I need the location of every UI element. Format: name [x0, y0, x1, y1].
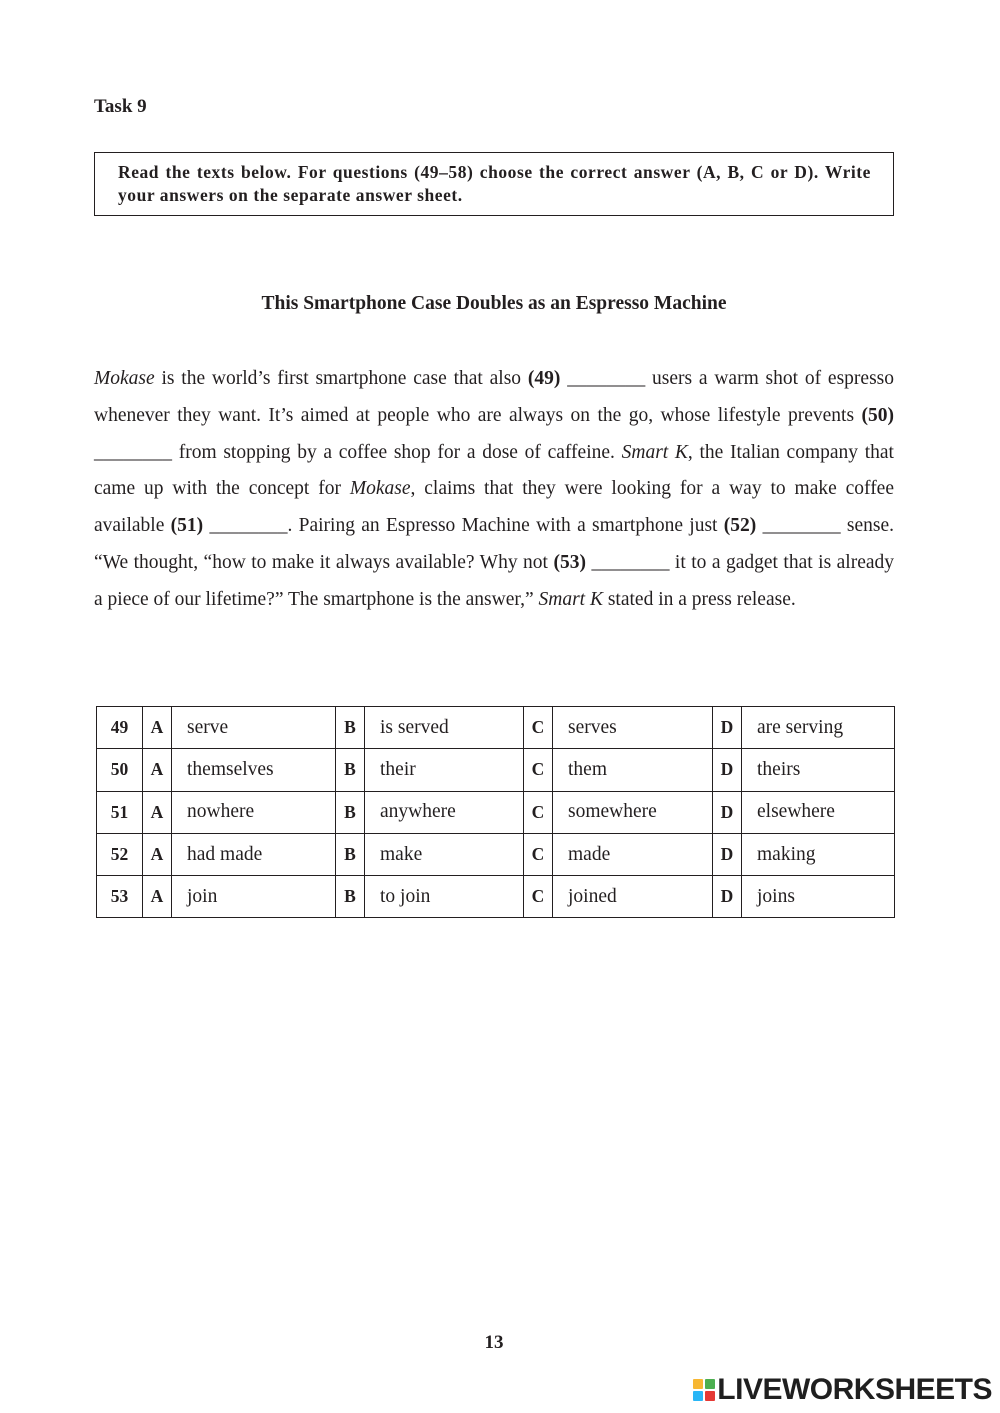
option-letter-b: B: [336, 876, 365, 918]
question-number: 49: [97, 707, 143, 749]
option-b[interactable]: make: [365, 833, 524, 875]
liveworksheets-logo-icon: [693, 1379, 715, 1401]
option-letter-c: C: [524, 876, 553, 918]
passage-segment: users a warm shot of espresso whenever they want. It’s aimed at people who are always on the go, whose lifestyle prevents: [94, 368, 894, 426]
option-c[interactable]: somewhere: [553, 791, 713, 833]
article-title: This Smartphone Case Doubles as an Espresso Machine: [261, 293, 727, 314]
option-letter-a: A: [143, 876, 172, 918]
question-number: 51: [97, 791, 143, 833]
option-d[interactable]: making: [742, 833, 895, 875]
question-row-50: [97, 749, 895, 791]
logo-square: [705, 1379, 715, 1389]
task-title: Task 9: [94, 96, 147, 117]
option-letter-d: D: [713, 707, 742, 749]
brand-text: LIVEWORKSHEETS: [717, 1373, 992, 1406]
passage-segment: it to a gadget that is already a piece of our lifetime?” The smartphone is the answer,”: [94, 551, 895, 610]
option-letter-c: C: [524, 749, 553, 791]
option-letter-a: A: [143, 791, 172, 833]
option-letter-a: A: [143, 707, 172, 749]
page-number: 13: [484, 1332, 504, 1353]
option-letter-d: D: [713, 833, 742, 875]
option-b[interactable]: to join: [365, 876, 524, 918]
option-letter-d: D: [713, 876, 742, 918]
gap-blank-51[interactable]: ________: [209, 515, 288, 537]
gap-blank-53[interactable]: ________: [591, 551, 670, 573]
option-d[interactable]: are serving: [742, 707, 895, 749]
gap-blank-52[interactable]: ________: [762, 515, 841, 537]
product-name: Mokase: [94, 368, 155, 389]
option-b[interactable]: anywhere: [365, 791, 524, 833]
question-row-52: [97, 833, 895, 875]
question-row-49: [97, 707, 895, 749]
question-row-53: [97, 876, 895, 918]
company-name: Smart K: [538, 588, 603, 610]
logo-square: [693, 1391, 703, 1401]
option-letter-b: B: [336, 791, 365, 833]
brand-watermark[interactable]: [693, 1375, 992, 1405]
question-number: 53: [97, 876, 143, 918]
option-letter-b: B: [336, 707, 365, 749]
option-c[interactable]: them: [553, 749, 713, 791]
option-b[interactable]: is served: [365, 707, 524, 749]
logo-square: [693, 1379, 703, 1389]
logo-square: [705, 1391, 715, 1401]
passage-segment: stated in a press release.: [602, 588, 796, 610]
question-number: 52: [97, 833, 143, 875]
passage-segment: sense. “We thought, “how to make it always available? Why not: [94, 515, 894, 573]
article-passage: [94, 361, 894, 619]
question-row-51: [97, 791, 895, 833]
option-letter-a: A: [143, 749, 172, 791]
gap-number-53: (53): [553, 551, 586, 573]
option-letter-b: B: [336, 749, 365, 791]
gap-number-50: (50): [861, 404, 894, 426]
option-b[interactable]: their: [365, 749, 524, 791]
passage-segment: , the Italian company that came up with the concept for: [94, 441, 894, 500]
option-letter-c: C: [524, 791, 553, 833]
option-letter-c: C: [524, 707, 553, 749]
instructions-text: Read the texts below. For questions (49–58) choose the correct answer (A, B, C or D). Write your answers on the separate answer sheet.: [118, 162, 871, 205]
gap-blank-50[interactable]: ________: [94, 441, 172, 463]
product-name: Mokase: [349, 478, 411, 500]
option-a[interactable]: nowhere: [172, 791, 336, 833]
option-c[interactable]: joined: [553, 876, 713, 918]
option-d[interactable]: joins: [742, 876, 895, 918]
question-number: 50: [97, 749, 143, 791]
option-a[interactable]: serve: [172, 707, 336, 749]
instructions-box: [94, 152, 894, 216]
gap-number-52: (52): [723, 515, 757, 537]
option-letter-a: A: [143, 833, 172, 875]
option-letter-b: B: [336, 833, 365, 875]
passage-segment: from stopping by a coffee shop for a dose of caffeine.: [172, 441, 622, 463]
option-d[interactable]: elsewhere: [742, 791, 895, 833]
option-letter-d: D: [713, 749, 742, 791]
option-a[interactable]: had made: [172, 833, 336, 875]
company-name: Smart K: [621, 441, 688, 463]
passage-segment: . Pairing an Espresso Machine with a smartphone just: [287, 515, 724, 537]
option-a[interactable]: themselves: [172, 749, 336, 791]
option-c[interactable]: serves: [553, 707, 713, 749]
passage-segment: is the world’s first smartphone case that also: [154, 368, 528, 389]
gap-number-49: (49): [527, 368, 561, 389]
passage-segment: , claims that they were looking for a way to make coffee available: [94, 478, 894, 537]
option-letter-c: C: [524, 833, 553, 875]
option-c[interactable]: made: [553, 833, 713, 875]
gap-blank-49[interactable]: ________: [567, 368, 646, 389]
gap-number-51: (51): [170, 515, 204, 537]
option-d[interactable]: theirs: [742, 749, 895, 791]
option-letter-d: D: [713, 791, 742, 833]
answer-options-table: [96, 706, 895, 918]
option-a[interactable]: join: [172, 876, 336, 918]
